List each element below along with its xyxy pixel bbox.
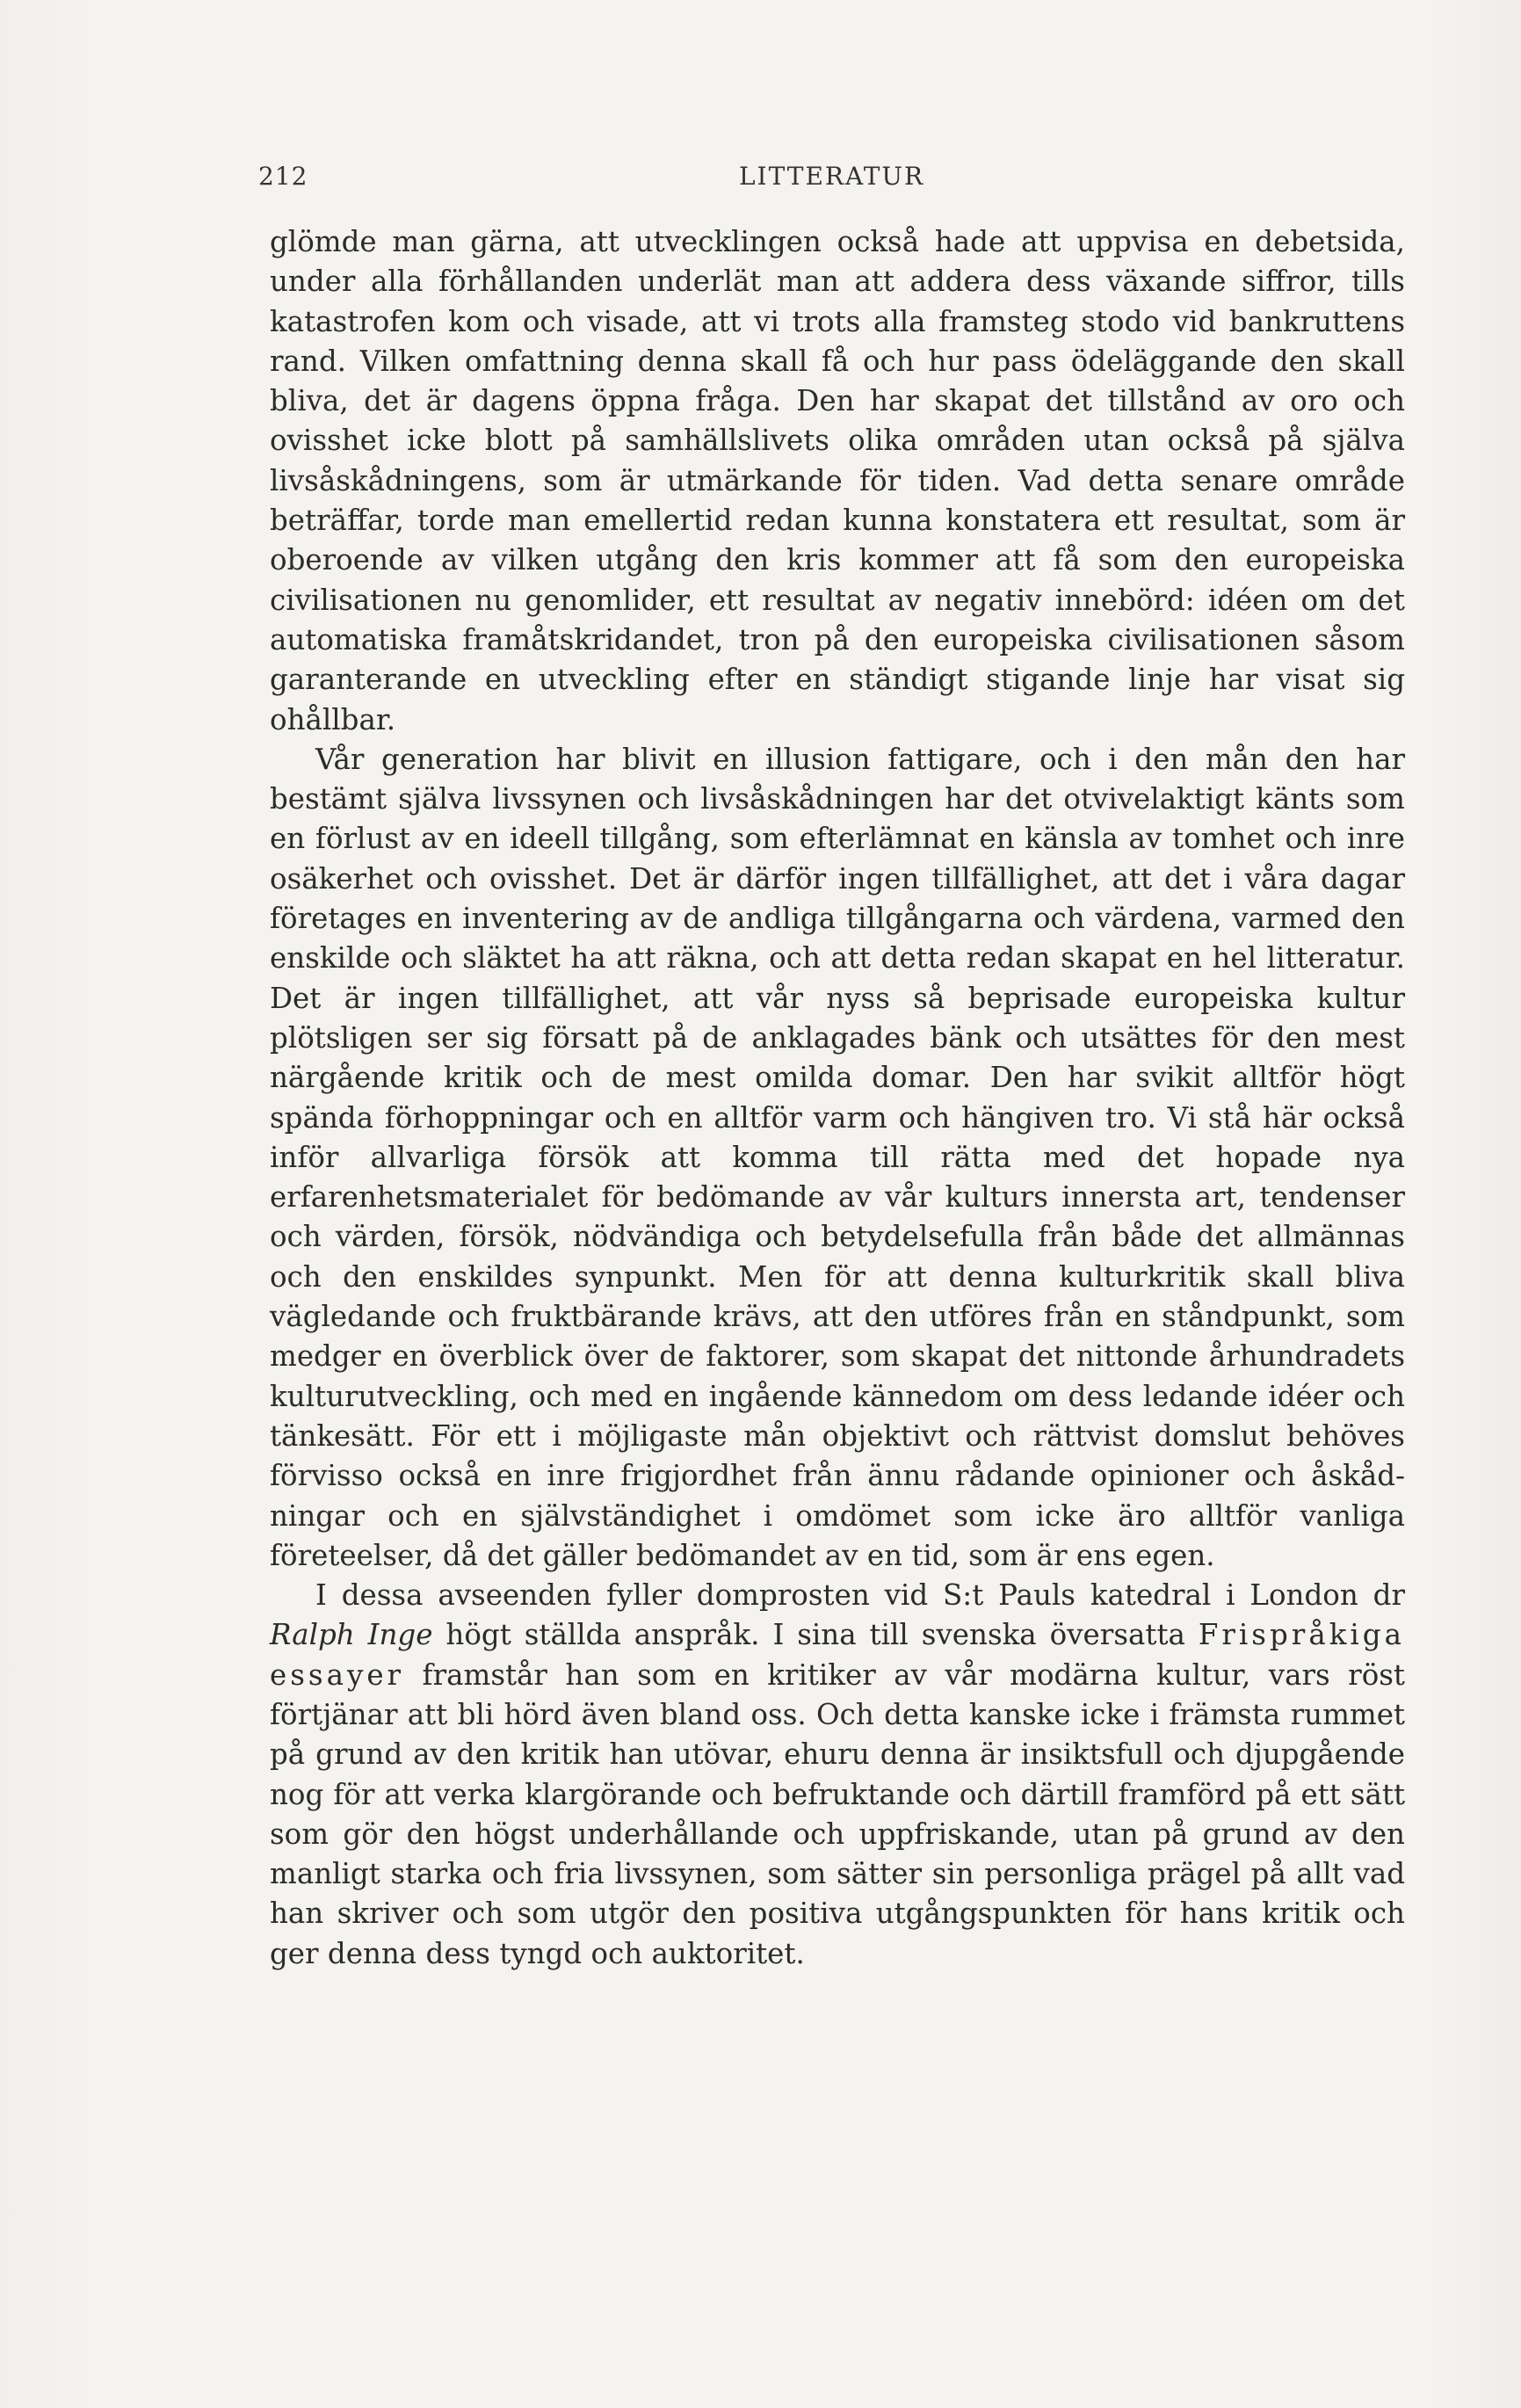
book-title: Frispråkiga essayer <box>270 1618 1405 1692</box>
paragraph-2: Vår generation har blivit en illusion fattigare, och i den mån den har bestämt själva livssynen och livsåskådningen har det otvivelaktigt känts som en förlust av en ideell tillgång, som efterlämnat en känsla av tomhet och inre osäkerhet och ovisshet. Det är därför ingen tillfällighet, att det i våra dagar företages en inventering av de andliga tillgångarna och värdena, varmed den enskilde och släktet ha att räkna, och att detta redan skapat en hel litteratur. Det är ingen tillfällighet, att vår nyss så beprisade europeiska kultur plötsligen ser sig försatt på de anklagades bänk och utsättes för den mest närgående kritik och de mest omilda domar. Den har svikit alltför högt spända förhoppningar och en alltför varm och hängiven tro. Vi stå här också inför allvarliga försök att komma till rätta med det hopade nya erfarenhetsmaterialet för bedömande av vår kulturs innersta art, tendenser och värden, försök, nödvändiga och betydelsefulla från både det allmännas och den enskildes synpunkt. Men för att denna kulturkritik skall bliva vägledande och fruktbärande krävs, att den utföres från en ståndpunkt, som medger en överblick över de faktorer, som skapat det nittonde århundradets kulturutveckling, och med en ingående kännedom om dess ledande idéer och tänkesätt. För ett i möjligaste mån objektivt och rättvist domslut behöves förvisso också en inre frigjordhet från ännu rådande opinioner och åskådningar och en självständighet i omdömet som icke äro alltför vanliga företeelser, då det gäller bedömandet av en tid, som är ens egen. <box>270 742 1405 1572</box>
paragraph-3-text-c: framstår han som en kritiker av vår modärna kultur, vars röst förtjänar att bli hörd även bland oss. Och detta kanske icke i främsta rummet på grund av den kritik han utövar, ehuru denna är insiktsfull och djupgående nog för att verka klargörande och befruktande och därtill framförd på ett sätt som gör den högst underhållande och uppfriskande, utan på grund av den manligt starka och fria livssynen, som sätter sin personliga prägel på allt vad han skriver och som utgör den positiva utgångspunkten för hans kritik och ger denna dess tyngd och auktoritet. <box>270 1657 1405 1970</box>
page-number: 212 <box>258 162 308 191</box>
body-text <box>270 222 1405 1974</box>
paragraph-1: glömde man gärna, att utvecklingen också hade att uppvisa en debetsida, under alla förhållanden underlät man att addera dess växande siffror, tills katastrofen kom och visade, att vi trots alla framsteg stodo vid bankruttens rand. Vilken omfattning denna skall få och hur pass ödeläggande den skall bliva, det är dagens öppna fråga. Den har skapat det tillstånd av oro och ovisshet icke blott på samhällslivets olika områden utan också på själva livsåskådningens, som är utmärkande för tiden. Vad detta senare område beträffar, torde man emellertid redan kunna konstatera ett resultat, som är oberoende av vilken utgång den kris kommer att få som den europeiska civilisationen nu genomlider, ett resultat av negativ innebörd: idéen om det automatiska framåtskridandet, tron på den europeiska civilisationen såsom garanterande en utveckling efter en ständigt stigande linje har visat sig ohållbar. <box>270 225 1405 736</box>
running-title: LITTERATUR <box>738 162 925 191</box>
paragraph-3-text-a: I dessa avseenden fyller domprosten vid S:t Pauls katedral i London dr <box>315 1578 1405 1613</box>
author-name: Ralph Inge <box>270 1618 433 1652</box>
paragraph-3-text-b: högt ställda anspråk. I sina till svenska översatta <box>432 1618 1199 1652</box>
paragraph-3 <box>270 1576 1405 1974</box>
page-header <box>258 162 1405 197</box>
